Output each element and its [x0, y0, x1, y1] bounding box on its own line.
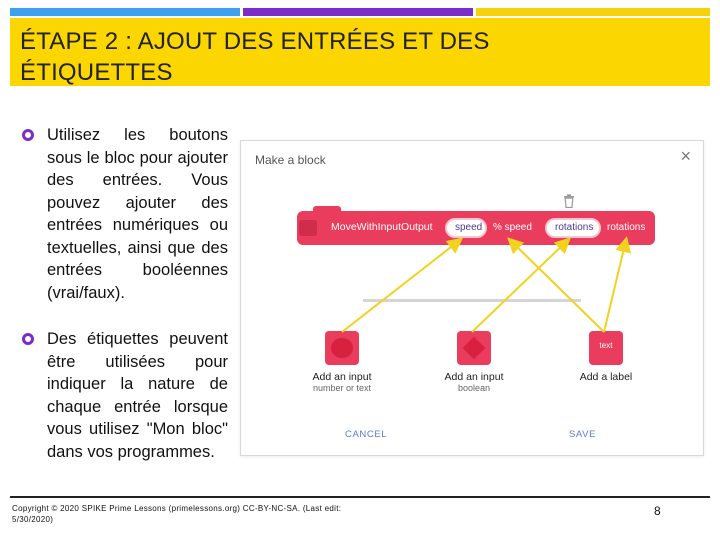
- bullet-inputs: [26, 124, 236, 304]
- trash-icon[interactable]: [563, 194, 575, 208]
- label-speed[interactable]: % speed: [493, 222, 532, 233]
- label-rotations[interactable]: rotations: [607, 222, 646, 233]
- save-button[interactable]: SAVE: [569, 429, 597, 440]
- top-stripe-blue: [10, 8, 240, 16]
- block-shape-icon: [297, 217, 321, 239]
- divider: [363, 299, 581, 302]
- footer-divider: [10, 496, 710, 498]
- add-input-boolean-button[interactable]: [419, 331, 529, 394]
- close-icon[interactable]: ×: [680, 146, 691, 166]
- oval-input-icon: [325, 331, 359, 365]
- add-input-number-text-button[interactable]: [287, 331, 397, 394]
- custom-block-preview: [297, 211, 655, 245]
- bullet-icon: [22, 333, 34, 345]
- page-number: 8: [654, 504, 661, 518]
- block-notch: [313, 206, 341, 213]
- option-sublabel: boolean: [457, 383, 491, 393]
- add-label-button[interactable]: [551, 331, 661, 383]
- text-label-icon-text: text: [599, 341, 613, 350]
- copyright-text: Copyright © 2020 SPIKE Prime Lessons (primelessons.org) CC-BY-NC-SA. (Last edit: 5/30/2020): [12, 504, 342, 524]
- option-label: Add an input: [312, 371, 372, 383]
- bullet-labels: [26, 328, 236, 463]
- option-label: Add a label: [579, 371, 633, 383]
- block-name[interactable]: MoveWithInputOutput: [331, 221, 433, 233]
- input-speed-slot[interactable]: speed: [445, 218, 487, 238]
- top-stripe-yellow: [476, 8, 710, 16]
- input-rotations-slot[interactable]: rotations: [545, 218, 601, 238]
- dialog-title: Make a block: [255, 153, 326, 167]
- top-stripe-purple: [243, 8, 473, 16]
- text-label-icon: [589, 331, 623, 365]
- slide-title: ÉTAPE 2 : AJOUT DES ENTRÉES ET DES ÉTIQUETTES: [20, 28, 490, 86]
- bullet-inputs-text: Utilisez les boutons sous le bloc pour ajouter des entrées. Vous pouvez ajouter des entrées numériques ou textuelles, ainsi que des entrées booléennes (vrai/faux).: [47, 126, 228, 302]
- cancel-button[interactable]: CANCEL: [345, 429, 388, 440]
- option-sublabel: number or text: [312, 383, 372, 393]
- option-label: Add an input: [444, 371, 504, 383]
- make-a-block-dialog: [240, 140, 704, 456]
- bullet-icon: [22, 129, 34, 141]
- diamond-input-icon: [457, 331, 491, 365]
- bullet-labels-text: Des étiquettes peuvent être utilisées pour indiquer la nature de chaque entrée lorsque vous utilisez "Mon bloc" dans vos programmes.: [47, 330, 228, 461]
- title-band: [10, 18, 710, 86]
